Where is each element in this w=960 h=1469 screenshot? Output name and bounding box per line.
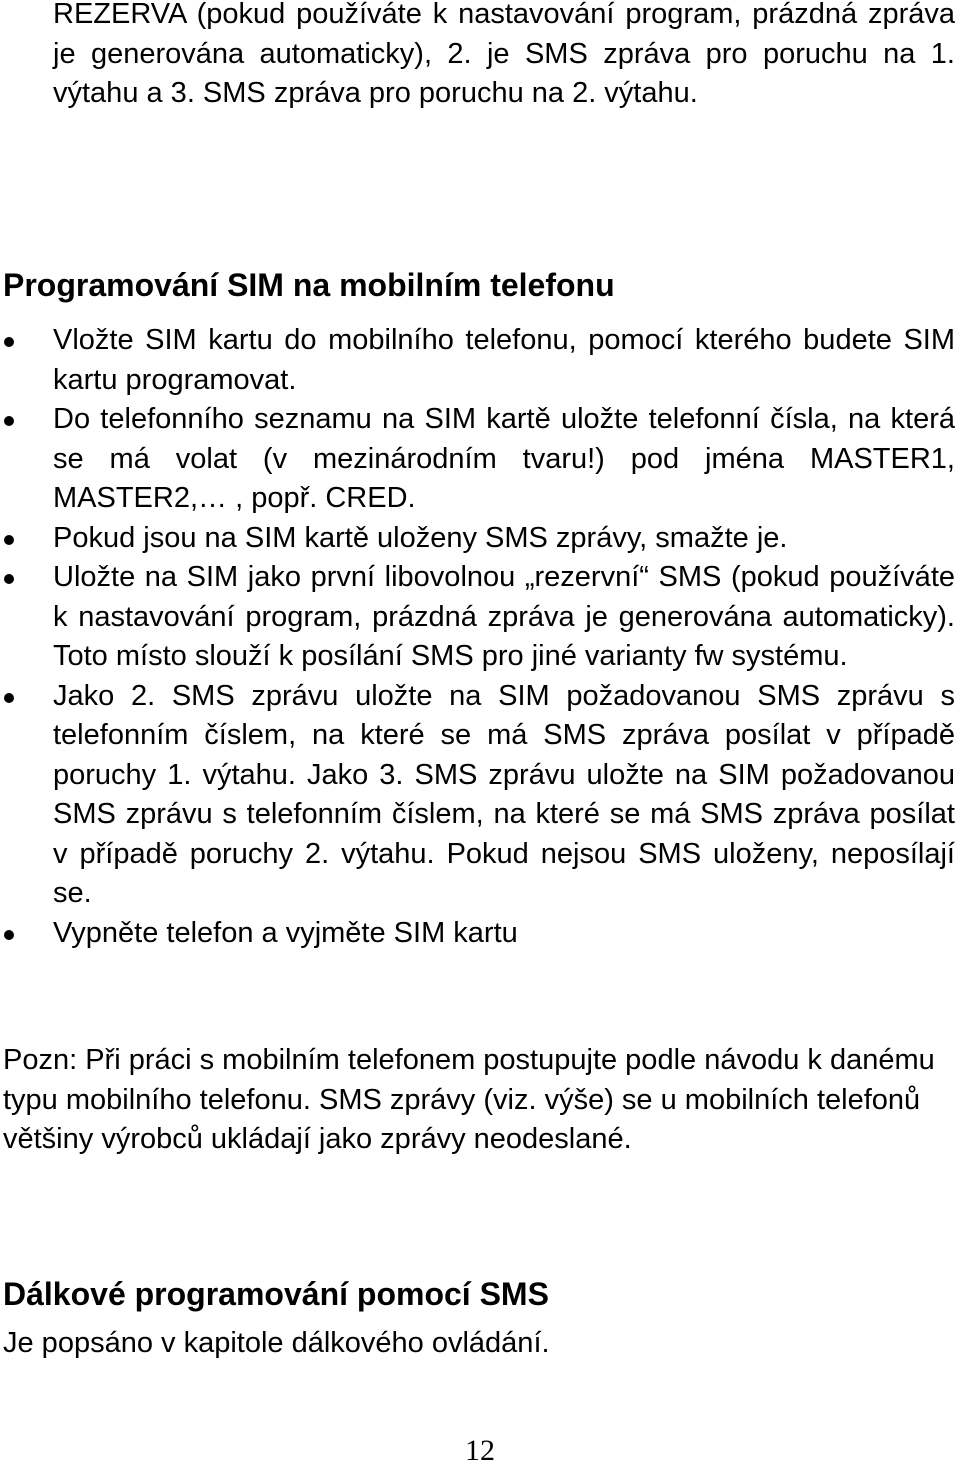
bullet-list: [0, 321, 955, 953]
intro-paragraph: REZERVA (pokud používáte k nastavování program, prázdná zpráva je generována automaticky), 2. je SMS zpráva pro poruchu na 1. výtahu a 3. SMS zpráva pro poruchu na 2. výtahu.: [53, 0, 955, 109]
bullet-item: [0, 914, 955, 954]
section-heading-sim-programming: Programování SIM na mobilním telefonu: [3, 267, 615, 303]
bullet-icon: [4, 574, 14, 584]
bullet-item: [0, 519, 955, 559]
bullet-item: [0, 558, 955, 677]
page-number: 12: [465, 1434, 495, 1467]
bullet-text: Do telefonního seznamu na SIM kartě uložte telefonní čísla, na která se má volat (v mezinárodním tvaru!) pod jména MASTER1, MASTER2,… , popř. CRED.: [53, 403, 955, 514]
bullet-text: Uložte na SIM jako první libovolnou „rezervní“ SMS (pokud používáte k nastavování program, prázdná zpráva je generována automaticky). Toto místo slouží k posílání SMS pro jiné varianty fw systému.: [53, 561, 955, 672]
bullet-icon: [4, 337, 14, 347]
bullet-icon: [4, 693, 14, 703]
section-heading-remote-programming: Dálkové programování pomocí SMS: [3, 1276, 549, 1312]
bullet-item: [0, 321, 955, 400]
bullet-item: [0, 677, 955, 914]
bullet-text: Pokud jsou na SIM kartě uloženy SMS zprávy, smažte je.: [53, 521, 788, 554]
bullet-icon: [4, 535, 14, 545]
bullet-icon: [4, 930, 14, 940]
bullet-text: Vypněte telefon a vyjměte SIM kartu: [53, 916, 518, 949]
bullet-text: Jako 2. SMS zprávu uložte na SIM požadovanou SMS zprávu s telefonním číslem, na které se má SMS zpráva posílat v případě poruchy 1. výtahu. Jako 3. SMS zprávu uložte na SIM požadovanou SMS zprávu s telefonním číslem, na které se má SMS zpráva posílat v případě poruchy 2. výtahu. Pokud nejsou SMS uloženy, neposílají se.: [53, 679, 955, 909]
bullet-item: [0, 400, 955, 519]
note-paragraph: Pozn: Při práci s mobilním telefonem postupujte podle návodu k danému typu mobilního telefonu. SMS zprávy (viz. výše) se u mobilních telefonů většiny výrobců ukládají jako zprávy neodeslané.: [3, 1044, 935, 1155]
bullet-text: Vložte SIM kartu do mobilního telefonu, pomocí kterého budete SIM kartu programovat.: [53, 324, 955, 396]
bullet-icon: [4, 416, 14, 426]
section-text: Je popsáno v kapitole dálkového ovládání.: [3, 1327, 550, 1359]
